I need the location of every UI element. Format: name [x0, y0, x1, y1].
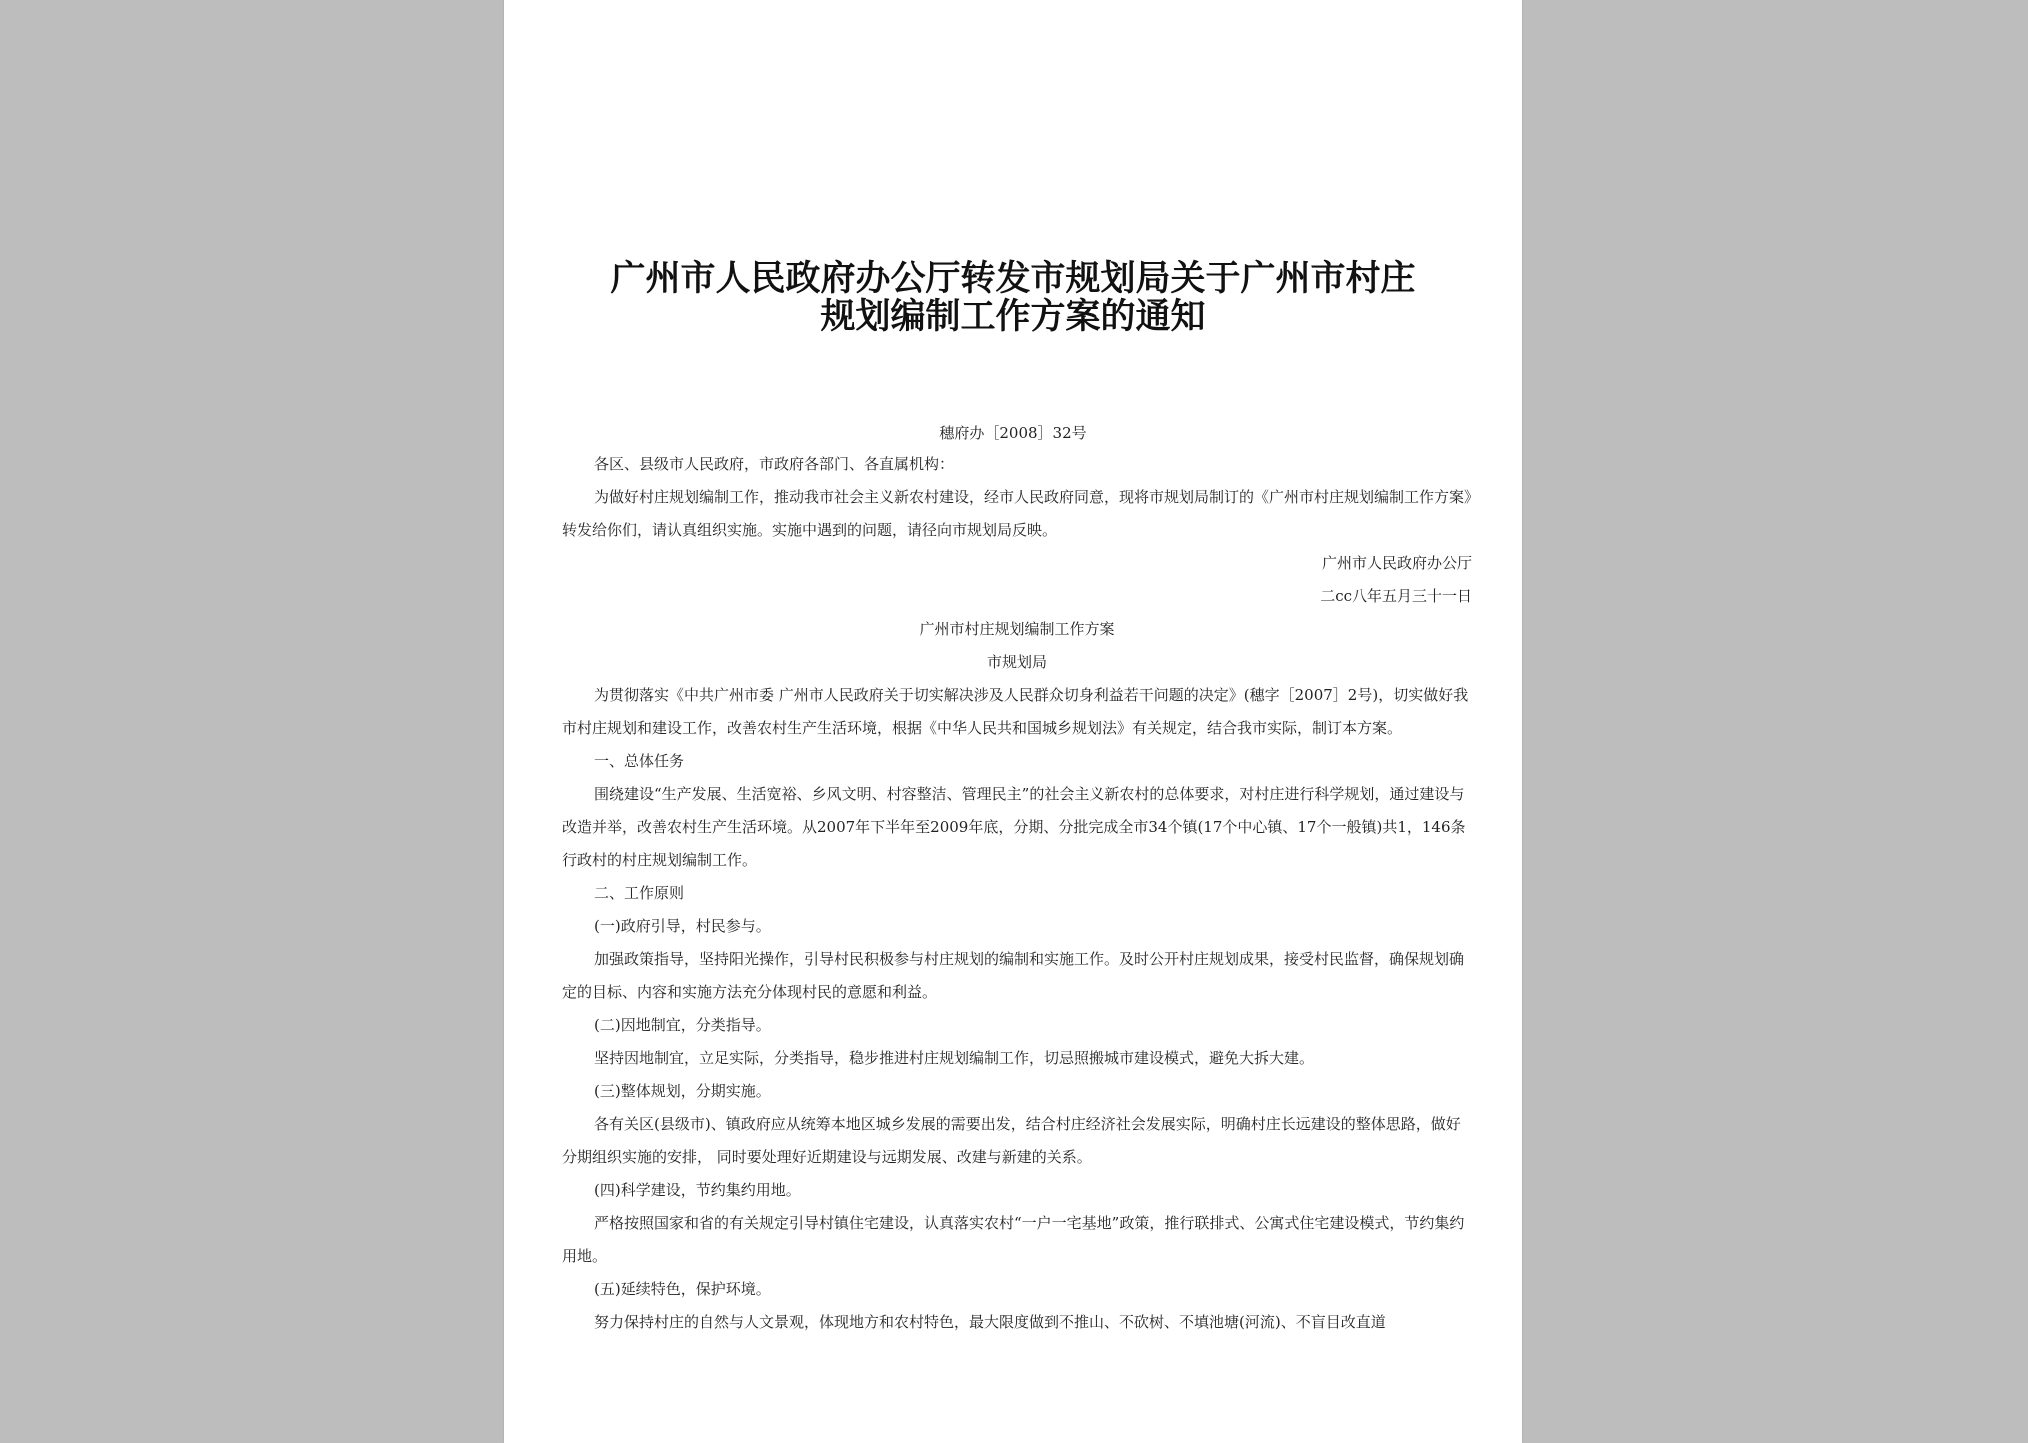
principle-4-text: 严格按照国家和省的有关规定引导村镇住宅建设，认真落实农村“一户一宅基地”政策，推行联排式、公寓式住宅建设模式，节约集约用地。: [562, 1214, 1465, 1265]
principle-5-text: 努力保持村庄的自然与人文景观，体现地方和农村特色，最大限度做到不推山、不砍树、不填池塘(河流)、不盲目改直道: [594, 1313, 1386, 1331]
document-title: [544, 260, 1482, 336]
principle-3-heading: (三)整体规划，分期实施。: [594, 1082, 771, 1100]
principle-5-heading: (五)延续特色，保护环境。: [594, 1280, 771, 1298]
addressee: 各区、县级市人民政府，市政府各部门、各直属机构：: [594, 455, 955, 473]
plan-intro: 为贯彻落实《中共广州市委 广州市人民政府关于切实解决涉及人民群众切身利益若干问题的决定》(穗字［2007］2号)，切实做好我市村庄规划和建设工作，改善农村生产生活环境，根据《中华人民共和国城乡规划法》有关规定，结合我市实际，制订本方案。: [562, 686, 1469, 737]
section-1-text: 围绕建设“生产发展、生活宽裕、乡风文明、村容整洁、管理民主”的社会主义新农村的总体要求，对村庄进行科学规划，通过建设与改造并举，改善农村生产生活环境。从2007年下半年至2009年底，分期、分批完成全市34个镇(17个中心镇、17个一般镇)共1，146条行政村的村庄规划编制工作。: [562, 785, 1466, 869]
issue-date: 二cc八年五月三十一日: [1320, 587, 1472, 605]
principle-1-heading: (一)政府引导，村民参与。: [594, 917, 771, 935]
principle-2-text: 坚持因地制宜，立足实际，分类指导，稳步推进村庄规划编制工作，切忌照搬城市建设模式，避免大拆大建。: [594, 1049, 1315, 1067]
document-number: 穗府办［2008］32号: [939, 424, 1087, 442]
plan-author: 市规划局: [986, 653, 1047, 671]
principle-1-text: 加强政策指导，坚持阳光操作，引导村民积极参与村庄规划的编制和实施工作。及时公开村庄规划成果，接受村民监督，确保规划确定的目标、内容和实施方法充分体现村民的意愿和利益。: [562, 950, 1465, 1001]
intro-paragraph: 为做好村庄规划编制工作，推动我市社会主义新农村建设，经市人民政府同意，现将市规划局制订的《广州市村庄规划编制工作方案》转发给你们，请认真组织实施。实施中遇到的问题，请径向市规划局反映。: [562, 488, 1472, 539]
issuer: 广州市人民政府办公厅: [1321, 554, 1472, 572]
principle-2-heading: (二)因地制宜，分类指导。: [594, 1016, 771, 1034]
principle-3-text: 各有关区(县级市)、镇政府应从统筹本地区城乡发展的需要出发，结合村庄经济社会发展实际，明确村庄长远建设的整体思路，做好分期组织实施的安排， 同时要处理好近期建设与远期发展、改建与新建的关系。: [562, 1115, 1461, 1166]
plan-title: 广州市村庄规划编制工作方案: [919, 620, 1115, 638]
title-line-1: 广州市人民政府办公厅转发市规划局关于广州市村庄: [610, 259, 1416, 299]
section-2-heading: 二、工作原则: [594, 884, 685, 902]
document-page: [504, 0, 1522, 1443]
section-1-heading: 一、总体任务: [594, 752, 685, 770]
title-line-2: 规划编制工作方案的通知: [820, 297, 1206, 337]
principle-4-heading: (四)科学建设，节约集约用地。: [594, 1181, 801, 1199]
document-body: [562, 448, 1472, 1339]
